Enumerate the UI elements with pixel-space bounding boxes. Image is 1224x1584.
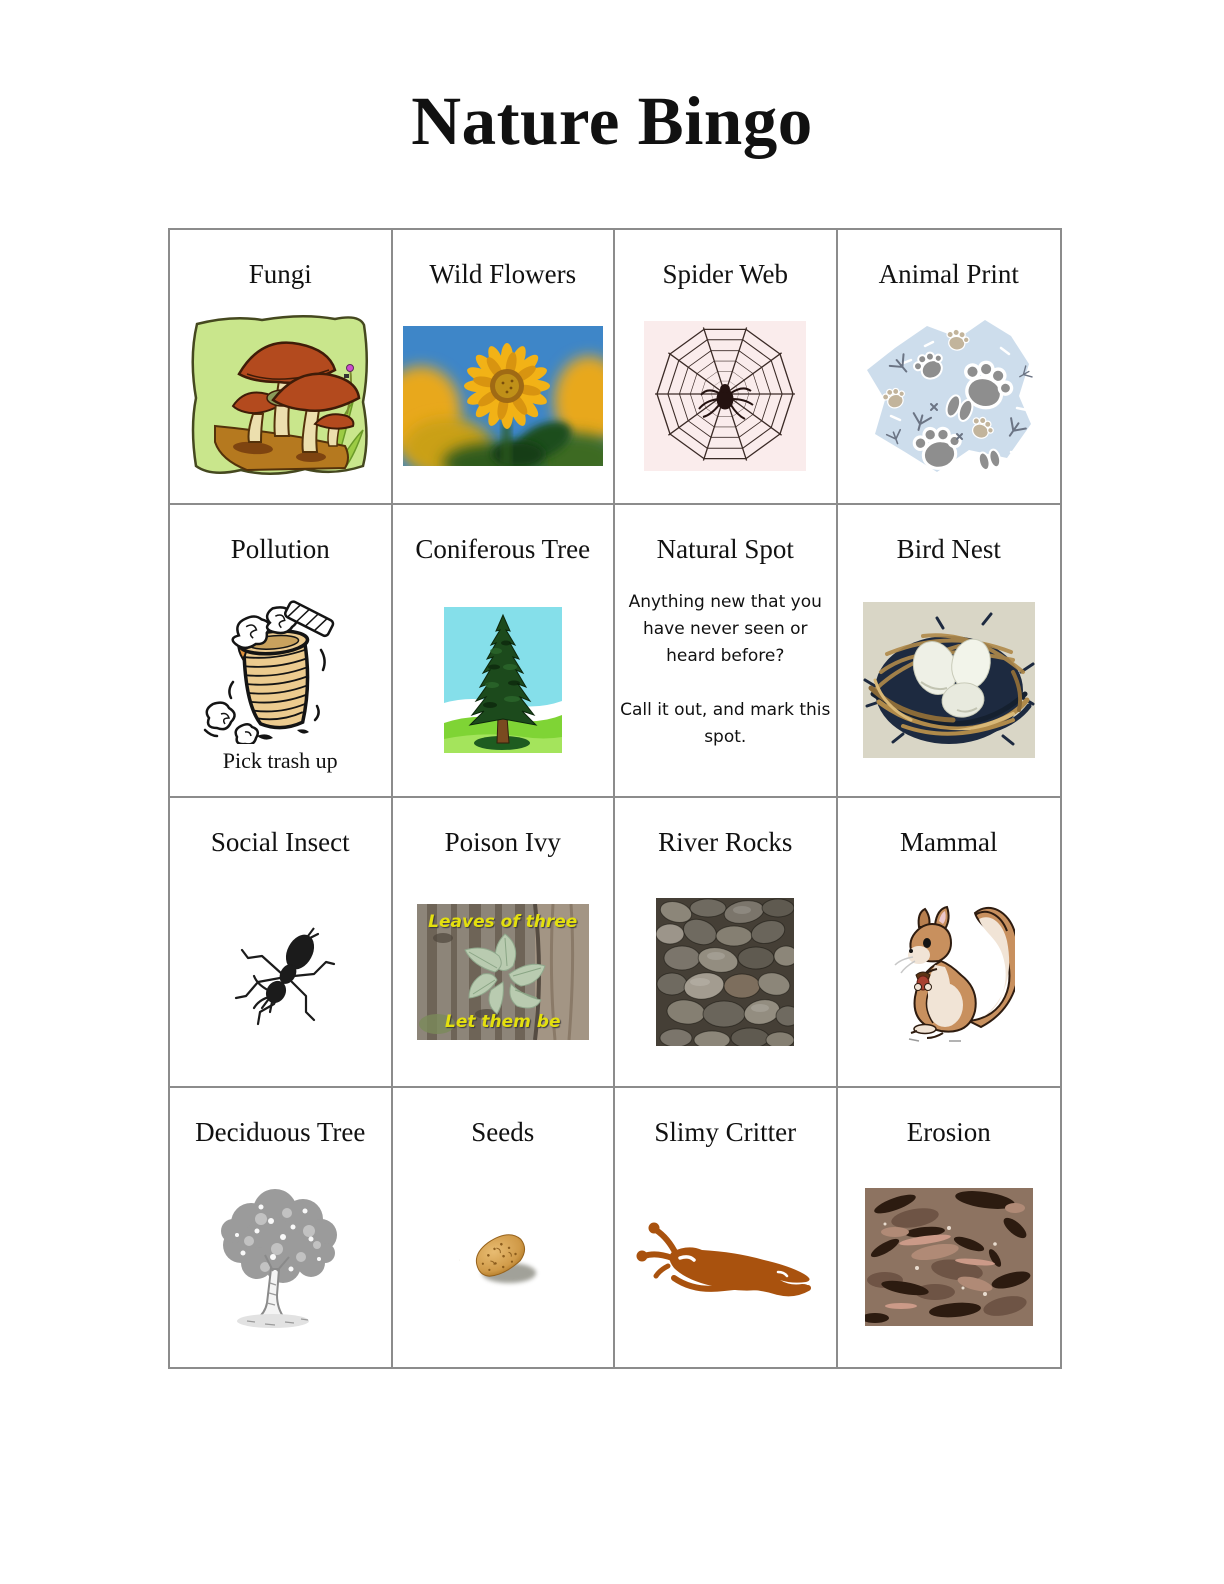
cell-label: Bird Nest — [896, 534, 1001, 564]
trash-basket-clipart — [195, 586, 365, 744]
cell-mammal — [838, 798, 1061, 1088]
cell-social-insect — [170, 798, 393, 1088]
sunflowers-photo — [403, 326, 603, 466]
animal-print-art — [838, 290, 1061, 503]
pine-tree-clipart — [444, 607, 562, 753]
bird-nest-art — [838, 565, 1061, 796]
cell-label: Pollution — [230, 534, 330, 564]
natural-spot-line-1: Anything new that you have never seen or heard before? — [628, 591, 822, 667]
eroded-rock-photo — [865, 1188, 1033, 1326]
cell-bird-nest — [838, 505, 1061, 798]
cell-erosion — [838, 1088, 1061, 1367]
animal-tracks-clipart — [861, 312, 1037, 480]
bingo-grid — [168, 228, 1062, 1369]
wild-flowers-art — [393, 290, 614, 503]
cell-label: Natural Spot — [656, 534, 794, 564]
cell-label: Erosion — [906, 1117, 991, 1147]
cell-label: Coniferous Tree — [415, 534, 591, 564]
cell-animal-print — [838, 230, 1061, 505]
mammal-art — [838, 858, 1061, 1086]
cell-label: Wild Flowers — [429, 259, 577, 289]
river-rocks-art — [615, 858, 836, 1086]
page-title: Nature Bingo — [411, 83, 813, 159]
deciduous-tree-drawing — [213, 1183, 347, 1331]
cell-label: Slimy Critter — [654, 1117, 797, 1147]
cell-wild-flowers — [393, 230, 616, 505]
spider-web-drawing — [644, 321, 806, 471]
cell-pollution — [170, 505, 393, 798]
poison-ivy-art — [393, 858, 614, 1086]
natural-spot-line-2: Call it out, and mark this spot. — [620, 700, 831, 748]
cell-label: Mammal — [900, 827, 998, 857]
cell-fungi — [170, 230, 393, 505]
seeds-art — [393, 1148, 614, 1367]
cell-label: Fungi — [248, 259, 312, 289]
cell-label: River Rocks — [658, 827, 793, 857]
cell-deciduous-tree — [170, 1088, 393, 1367]
seed-photo — [459, 1221, 547, 1293]
natural-spot-text — [615, 565, 836, 796]
social-insect-art — [170, 858, 391, 1086]
poison-ivy-overlay-bottom: Let them be — [445, 1011, 561, 1032]
bird-nest-illustration — [863, 602, 1035, 758]
cell-poison-ivy — [393, 798, 616, 1088]
cell-label: Animal Print — [878, 259, 1019, 289]
cell-seeds — [393, 1088, 616, 1367]
mushrooms-clipart — [187, 310, 373, 482]
ant-drawing — [222, 912, 338, 1032]
poison-ivy-overlay-top: Leaves of three — [428, 911, 578, 932]
coniferous-tree-art — [393, 565, 614, 796]
spider-web-art — [615, 290, 836, 503]
cell-coniferous-tree — [393, 505, 616, 798]
erosion-art — [838, 1148, 1061, 1367]
slug-clipart — [632, 1214, 818, 1300]
cell-label: Poison Ivy — [444, 827, 561, 857]
cell-river-rocks — [615, 798, 838, 1088]
cell-spider-web — [615, 230, 838, 505]
pollution-caption: Pick trash up — [222, 748, 338, 774]
cell-natural-spot — [615, 505, 838, 798]
fungi-art — [170, 290, 391, 503]
pollution-art — [170, 565, 391, 796]
cell-slimy-critter — [615, 1088, 838, 1367]
cell-label: Spider Web — [662, 259, 789, 289]
river-rocks-photo — [656, 898, 794, 1046]
squirrel-clipart — [883, 899, 1015, 1045]
cell-label: Seeds — [471, 1117, 535, 1147]
cell-label: Social Insect — [210, 827, 350, 857]
deciduous-tree-art — [170, 1148, 391, 1367]
slimy-critter-art — [615, 1148, 836, 1367]
cell-label: Deciduous Tree — [195, 1117, 366, 1147]
